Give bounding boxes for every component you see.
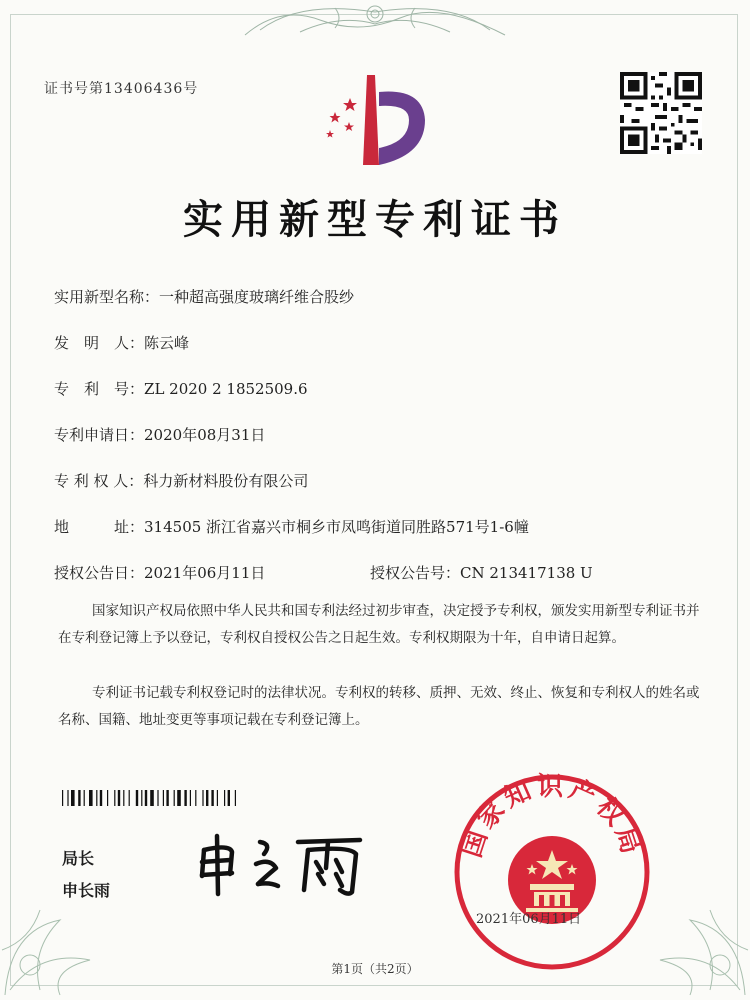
seal-date: 2021年06月11日 <box>476 912 582 927</box>
field-value: 2021年06月11日 <box>144 564 266 582</box>
official-seal <box>452 772 652 972</box>
field-label: 授权公告号： <box>370 564 461 582</box>
field-label: 专 利 号： <box>54 380 145 398</box>
field-value: 2020年08月31日 <box>144 426 266 444</box>
field-label: 专 利 权 人： <box>54 472 144 490</box>
field-inventor <box>54 332 189 353</box>
field-value: 314505 浙江省嘉兴市桐乡市凤鸣街道同胜路571号1-6幢 <box>144 518 529 536</box>
director-title: 局长 <box>62 849 95 868</box>
field-patentee <box>54 470 308 491</box>
paragraph-legal-status: 专利证书记载专利权登记时的法律状况。专利权的转移、质押、无效、终止、恢复和专利权人的姓名或名称、国籍、地址变更等事项记载在专利登记簿上。 <box>58 685 700 728</box>
field-label: 发 明 人： <box>54 334 145 352</box>
field-utility-model-name <box>54 286 354 307</box>
certificate-number: 证书号第13406436号 <box>44 81 199 97</box>
barcode <box>62 790 302 806</box>
field-application-date <box>54 424 265 445</box>
field-label: 地 址： <box>54 518 145 536</box>
director-signature <box>190 828 380 898</box>
field-address <box>54 516 529 537</box>
field-label: 专利申请日： <box>54 426 145 444</box>
field-grant-announcement-number <box>370 562 593 583</box>
corner-ornament-left <box>0 890 120 1000</box>
field-value: CN 213417138 U <box>460 564 593 582</box>
field-value: 一种超高强度玻璃纤维合股纱 <box>159 288 355 306</box>
field-label: 授权公告日： <box>54 564 145 582</box>
field-grant-announcement-date <box>54 562 265 583</box>
qr-code <box>620 72 702 154</box>
page-title: 实用新型专利证书 <box>183 197 567 243</box>
seal-text: 国家知识产权局 <box>457 772 647 862</box>
field-patent-number <box>54 378 308 399</box>
director-name: 申长雨 <box>62 881 111 900</box>
field-value: 陈云峰 <box>144 334 190 352</box>
field-value: ZL 2020 2 1852509.6 <box>144 380 308 398</box>
field-value: 科力新材料股份有限公司 <box>143 472 309 490</box>
cnipa-logo <box>305 70 445 170</box>
page-footer: 第1页（共2页） <box>331 962 419 976</box>
paragraph-grant-notice: 国家知识产权局依照中华人民共和国专利法经过初步审查，决定授予专利权，颁发实用新型专利证书并在专利登记簿上予以登记，专利权自授权公告之日起生效。专利权期限为十年，自申请日起算。 <box>58 603 700 646</box>
top-ornament <box>240 0 510 40</box>
field-label: 实用新型名称： <box>54 288 160 306</box>
